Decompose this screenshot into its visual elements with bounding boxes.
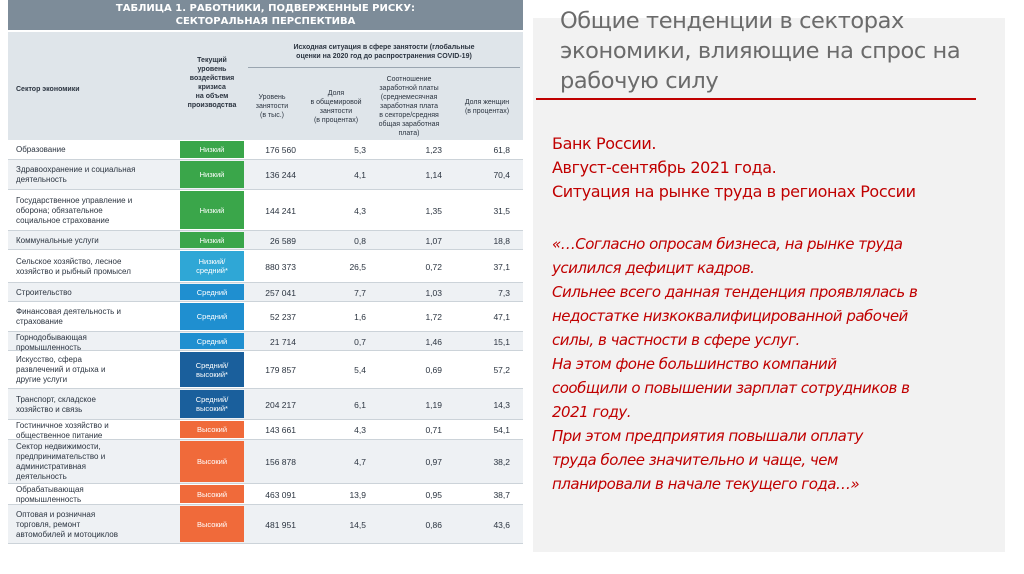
header-line: плата) <box>398 130 420 137</box>
share-value: 4,7 <box>354 457 366 467</box>
crisis-level-text: Низкий <box>199 170 225 179</box>
women-share-value: 7,3 <box>498 287 510 298</box>
sector-name-line: торговля, ремонт <box>16 519 81 529</box>
sector-name-line: оборона; обязательное <box>16 205 103 215</box>
crisis-level-badge <box>180 333 244 349</box>
crisis-level-text: Низкий <box>199 235 225 245</box>
wage-ratio-value: 1,19 <box>425 399 442 410</box>
women-share-value: 38,2 <box>493 457 510 467</box>
crisis-level-badge <box>180 191 244 229</box>
sector-name-line: Обрабатывающая <box>16 485 84 494</box>
crisis-level-text: Высокий <box>196 489 228 499</box>
sector-name-line: Искусство, сфера <box>16 355 82 364</box>
table-image <box>8 0 523 574</box>
women-share-value: 38,7 <box>493 489 510 500</box>
quote-line: Сильнее всего данная тенденция проявлялась в <box>552 283 918 301</box>
sector-name <box>16 307 176 327</box>
header-line: кризиса <box>198 84 226 91</box>
crisis-level-text: высокий* <box>196 369 228 379</box>
employment-value: 481 951 <box>265 519 296 530</box>
sector-name <box>16 145 176 155</box>
sector-name-line: Гостиничное хозяйство и <box>16 421 109 430</box>
crisis-level-text: высокий* <box>196 404 228 413</box>
employment-value: 204 217 <box>265 399 296 410</box>
table-row <box>8 190 523 231</box>
crisis-level-badge <box>180 485 244 503</box>
share-value: 0,7 <box>354 336 366 347</box>
share-value: 6,1 <box>354 399 366 410</box>
sector-name-line: Транспорт, складское <box>16 394 96 404</box>
crisis-level-badge <box>180 390 244 418</box>
crisis-level-text: Средний <box>196 312 228 321</box>
header-line: Доля <box>327 90 345 97</box>
share-value: 1,6 <box>354 312 366 322</box>
sector-name-line: административная <box>16 462 86 471</box>
sector-name-line: хозяйство и связь <box>16 404 83 414</box>
employment-value: 179 857 <box>265 365 296 375</box>
quote-line: планировали в начале текущего года…» <box>552 475 860 493</box>
crisis-level-badge <box>180 441 244 482</box>
header-line: (среднемесячная <box>380 94 438 101</box>
sector-name-line: предпринимательство и <box>16 452 106 461</box>
women-share-value: 18,8 <box>493 235 510 246</box>
header-line: Соотношение <box>386 76 432 83</box>
sector-name-line: Финансовая деятельность и <box>16 307 121 316</box>
quote-line: 2021 году. <box>552 403 632 421</box>
crisis-level-text: Средний/ <box>195 360 229 370</box>
table-banner <box>8 0 523 30</box>
crisis-level-badge <box>180 141 244 158</box>
wage-ratio-value: 1,07 <box>425 235 442 246</box>
sector-name-line: промышленность <box>16 343 82 352</box>
header-line: занятости <box>319 108 353 115</box>
wage-ratio-value: 1,23 <box>425 145 442 155</box>
sector-name-line: Государственное управление и <box>16 195 133 205</box>
women-share-value: 15,1 <box>493 336 510 347</box>
table-row <box>8 505 523 544</box>
share-value: 4,1 <box>354 170 366 180</box>
women-share-value: 14,3 <box>493 399 510 410</box>
table-row <box>8 440 523 484</box>
table-row <box>8 351 523 389</box>
header-line: оценки на 2020 год до распространения COVID-19) <box>296 53 472 60</box>
crisis-level-badge <box>180 506 244 542</box>
sector-name-line: хозяйство и рыбный промысел <box>16 266 131 276</box>
quote-text <box>552 232 997 496</box>
share-value: 4,3 <box>354 425 366 435</box>
sector-name <box>16 442 176 482</box>
sector-name <box>16 395 176 415</box>
employment-value: 143 661 <box>265 425 296 435</box>
sector-name-line: Сектор недвижимости, <box>16 442 101 451</box>
share-value: 0,8 <box>354 235 366 246</box>
table-row <box>8 231 523 250</box>
header-employment <box>248 93 296 120</box>
header-employment-group <box>248 43 520 61</box>
sector-name-line: страхование <box>16 317 63 326</box>
sector-name <box>16 510 176 540</box>
women-share-value: 61,8 <box>493 145 510 155</box>
sector-name-line: Здравоохранение и социальная <box>16 165 136 174</box>
employment-value: 176 560 <box>265 145 296 155</box>
header-line: на объем <box>195 93 229 100</box>
employment-value: 156 878 <box>265 457 296 467</box>
quote-line: На этом фоне большинство компаний <box>552 355 837 373</box>
source-line: Банк России. <box>552 134 657 153</box>
quote-line: труда более значительно и чаще, чем <box>552 451 838 469</box>
table-row <box>8 250 523 283</box>
table-row <box>8 302 523 332</box>
header-line: производства <box>187 102 237 109</box>
crisis-level-badge <box>180 303 244 330</box>
employment-value: 880 373 <box>265 261 296 272</box>
sector-name-line: Сельское хозяйство, лесное <box>16 256 122 266</box>
header-line: (в тыс.) <box>259 112 284 119</box>
crisis-level-badge <box>180 284 244 300</box>
header-line: в секторе/средняя <box>379 112 439 119</box>
sector-name-line: Строительство <box>16 287 72 297</box>
employment-value: 463 091 <box>265 489 296 500</box>
women-share-value: 37,1 <box>493 261 510 272</box>
header-women-share <box>456 98 518 116</box>
sector-name <box>16 288 176 298</box>
table-row <box>8 332 523 351</box>
crisis-level-text: Высокий <box>196 457 228 466</box>
quote-line: силы, в частности в сфере услуг. <box>552 331 800 349</box>
header-line: Исходная ситуация в сфере занятости (глобальные <box>293 44 475 51</box>
women-share-value: 70,4 <box>493 170 510 180</box>
table-row <box>8 140 523 160</box>
crisis-level-badge <box>180 421 244 438</box>
crisis-level-text: Средний/ <box>195 395 229 404</box>
quote-line: При этом предприятия повышали оплату <box>552 427 863 445</box>
sector-name <box>16 333 176 353</box>
employment-value: 21 714 <box>270 336 296 347</box>
wage-ratio-value: 0,86 <box>425 519 442 530</box>
sector-name-line: развлечений и отдыха и <box>16 365 106 374</box>
share-value: 13,9 <box>349 489 366 500</box>
source-reference <box>552 132 997 204</box>
header-line: Текущий <box>197 57 227 64</box>
employment-value: 26 589 <box>270 235 296 246</box>
sector-name-line: деятельность <box>16 472 67 481</box>
employment-value: 144 241 <box>265 205 296 216</box>
table-row <box>8 160 523 190</box>
women-share-value: 43,6 <box>493 519 510 530</box>
wage-ratio-value: 1,35 <box>425 205 442 216</box>
header-line: уровень <box>197 66 227 73</box>
sector-name-line: социальное страхование <box>16 215 110 225</box>
share-value: 7,7 <box>354 287 366 298</box>
share-value: 4,3 <box>354 205 366 216</box>
sector-name-line: деятельность <box>16 175 67 184</box>
women-share-value: 57,2 <box>493 365 510 375</box>
quote-line: сообщили о повышении зарплат сотрудников в <box>552 379 910 397</box>
sector-name <box>16 421 176 441</box>
quote-line: «…Согласно опросам бизнеса, на рынке труда <box>552 235 903 253</box>
header-line: (в процентах) <box>313 117 359 124</box>
crisis-level-badge <box>180 352 244 387</box>
header-line: Уровень <box>258 94 286 101</box>
header-line: в общемировой <box>310 99 362 106</box>
crisis-level-text: средний* <box>196 266 228 275</box>
sector-name-line: автомобилей и мотоциклов <box>16 529 118 539</box>
wage-ratio-value: 1,46 <box>425 336 442 347</box>
quote-line: усилился дефицит кадров. <box>552 259 755 277</box>
crisis-level-text: Средний <box>196 287 228 297</box>
women-share-value: 54,1 <box>493 425 510 435</box>
share-value: 5,3 <box>354 145 366 155</box>
sector-name <box>16 355 176 385</box>
crisis-level-badge <box>180 161 244 188</box>
wage-ratio-value: 1,14 <box>425 170 442 180</box>
source-line: Август-сентябрь 2021 года. <box>552 158 777 177</box>
slide-title: Общие тенденции в секторах экономики, влияющие на спрос на рабочую силу <box>560 8 961 94</box>
share-value: 5,4 <box>354 365 366 375</box>
sector-name-line: общественное питание <box>16 431 103 440</box>
table-title-line: СЕКТОРАЛЬНАЯ ПЕРСПЕКТИВА <box>175 16 356 27</box>
sector-name-line: Оптовая и розничная <box>16 509 96 519</box>
women-share-value: 31,5 <box>493 205 510 216</box>
table-row <box>8 420 523 440</box>
sector-name-line: Образование <box>16 145 66 154</box>
crisis-level-badge <box>180 251 244 281</box>
quote-line: недостатке низкоквалифицированной рабочей <box>552 307 908 325</box>
header-line: заработной платы <box>379 85 439 92</box>
header-share <box>304 89 368 125</box>
crisis-level-text: Высокий <box>196 519 228 529</box>
sector-name-line: Горнодобывающая <box>16 333 87 342</box>
sector-name-line: другие услуги <box>16 375 68 384</box>
header-line: Доля женщин <box>464 99 510 106</box>
employment-value: 136 244 <box>265 170 296 180</box>
wage-ratio-value: 1,03 <box>425 287 442 298</box>
source-line: Ситуация на рынке труда в регионах России <box>552 182 916 201</box>
crisis-level-text: Низкий <box>199 145 225 154</box>
table-row <box>8 484 523 505</box>
table-row <box>8 283 523 302</box>
header-divider <box>248 67 520 68</box>
header-wage-ratio <box>370 75 448 138</box>
employment-value: 52 237 <box>270 312 296 322</box>
table-header <box>8 32 523 140</box>
header-sector: Сектор экономики <box>16 86 80 93</box>
wage-ratio-value: 1,72 <box>425 312 442 322</box>
wage-ratio-value: 0,72 <box>425 261 442 272</box>
header-line: заработная плата <box>380 103 438 110</box>
header-crisis-level <box>180 56 244 110</box>
header-line: (в процентах) <box>464 108 510 115</box>
header-line: воздействия <box>189 75 235 82</box>
crisis-level-text: Низкий <box>199 205 225 215</box>
wage-ratio-value: 0,95 <box>425 489 442 500</box>
sector-name-line: промышленность <box>16 495 82 504</box>
header-line: общая заработная <box>378 121 440 128</box>
employment-value: 257 041 <box>265 287 296 298</box>
sector-name <box>16 485 176 505</box>
table-row <box>8 389 523 420</box>
sector-name <box>16 257 176 277</box>
wage-ratio-value: 0,97 <box>425 457 442 467</box>
wage-ratio-value: 0,71 <box>425 425 442 435</box>
crisis-level-badge <box>180 232 244 248</box>
sector-name <box>16 236 176 246</box>
sector-name <box>16 165 176 185</box>
table-title-line: ТАБЛИЦА 1. РАБОТНИКИ, ПОДВЕРЖЕННЫЕ РИСКУ: <box>115 3 416 14</box>
crisis-level-text: Низкий/ <box>198 257 226 266</box>
sector-name-line: Коммунальные услуги <box>16 235 99 245</box>
crisis-level-text: Средний <box>196 336 228 346</box>
title-underline <box>536 98 976 100</box>
share-value: 14,5 <box>349 519 366 530</box>
women-share-value: 47,1 <box>493 312 510 322</box>
share-value: 26,5 <box>349 261 366 272</box>
header-line: занятости <box>255 103 289 110</box>
crisis-level-text: Высокий <box>196 425 228 434</box>
wage-ratio-value: 0,69 <box>425 365 442 375</box>
sector-name <box>16 196 176 226</box>
